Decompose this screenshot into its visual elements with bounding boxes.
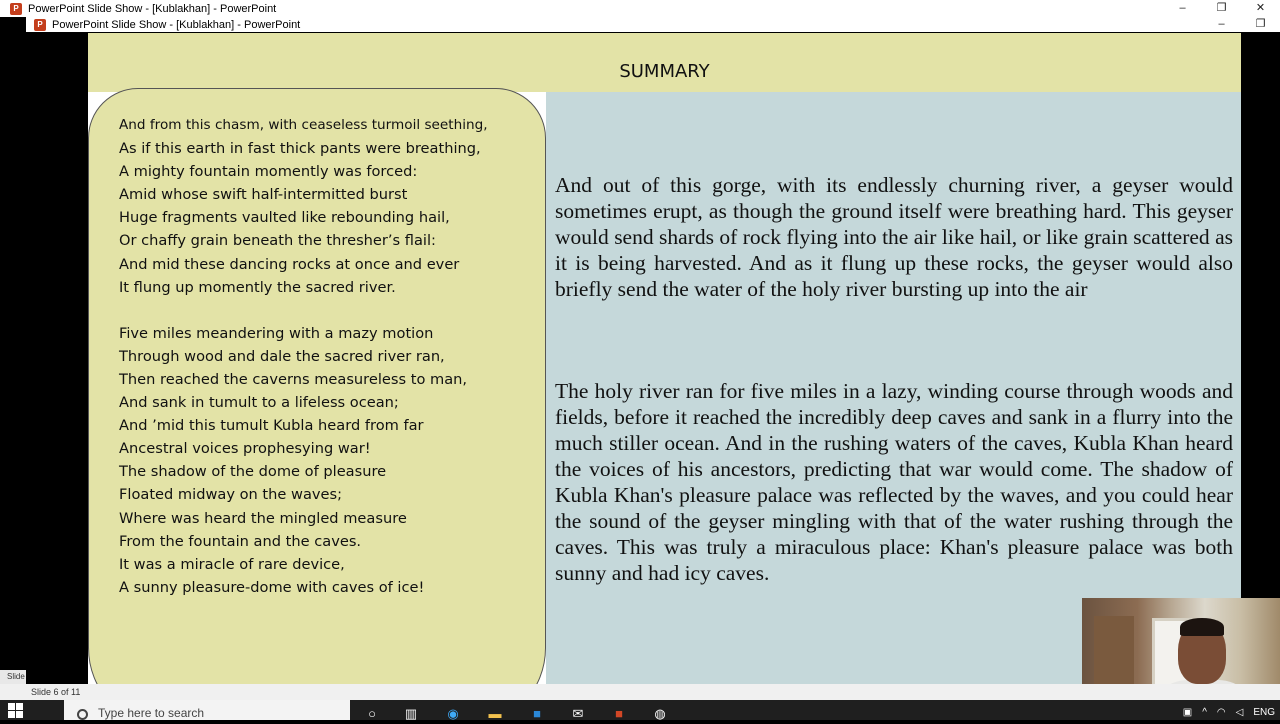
minimize-button[interactable]: – (1179, 2, 1186, 14)
poem-line: Floated midway on the waves; (119, 486, 343, 504)
inner-window-title: PowerPoint Slide Show - [Kublakhan] - PowerPoint (52, 18, 301, 31)
poem-line: Then reached the caverns measureless to man, (119, 370, 468, 388)
powerpoint-icon[interactable]: ■ (615, 706, 623, 721)
search-icon (77, 709, 88, 720)
powerpoint-app-icon: P (10, 3, 22, 15)
poem-text (119, 114, 539, 599)
taskbar-search-box[interactable] (64, 700, 350, 720)
maximize-button[interactable]: ❐ (1216, 2, 1227, 14)
taskbar (0, 700, 1280, 720)
poem-line: A sunny pleasure-dome with caves of ice! (119, 578, 425, 596)
system-tray (1178, 700, 1280, 720)
poem-line: Amid whose swift half-intermitted burst (119, 186, 408, 204)
mail-icon[interactable]: ✉ (572, 706, 584, 721)
status-bar (0, 684, 1280, 700)
store-icon[interactable]: ■ (533, 706, 541, 721)
powerpoint-app-icon: P (34, 19, 46, 31)
cortana-icon[interactable]: ○ (368, 706, 376, 721)
volume-icon[interactable]: ◁ (1235, 707, 1244, 718)
task-view-icon[interactable]: ▥ (404, 706, 418, 721)
poem-line: Where was heard the mingled measure (119, 509, 407, 527)
summary-paragraph-1: And out of this gorge, with its endlessly churning river, a geyser would sometimes erupt, as though the ground itself were breathing hard. This geyser would send shards of rock flying into the air like hail, or like grain scattered as it is being harvested. And as it flung up these rocks, the geyser would also briefly send the water of the holy river bursting up into the air (555, 173, 1233, 301)
poem-line: Huge fragments vaulted like rebounding hail, (119, 209, 450, 227)
inner-window-titlebar (26, 17, 1280, 32)
summary-paragraph-2: The holy river ran for five miles in a lazy, winding course through woods and fields, before it reached the incredibly deep caves and sank in a flurry into the much stiller ocean. And in the rushing waters of the caves, Kubla Khan heard the voices of his ancestors, predicting that war would come. The shadow of Kubla Khan's pleasure palace was reflected by the waves, and you could hear the sound of the geyser mingling with that of the water rushing through the caves. This was truly a miraculous place: Khan's pleasure palace was both sunny and had icy caves. (555, 379, 1233, 585)
windows-start-icon[interactable] (8, 703, 24, 719)
tray-language[interactable]: ENG (1253, 707, 1275, 718)
poem-line: As if this earth in fast thick pants were breathing, (119, 140, 481, 158)
poem-line: It flung up momently the sacred river. (119, 278, 396, 296)
poem-line: The shadow of the dome of pleasure (119, 463, 387, 481)
slide-title: SUMMARY (619, 61, 710, 82)
poem-line: Five miles meandering with a mazy motion (119, 324, 434, 342)
file-explorer-icon[interactable]: ▬ (488, 706, 502, 721)
poem-line: A mighty fountain momently was forced: (119, 163, 418, 181)
taskbar-search-placeholder: Type here to search (98, 706, 205, 720)
inner-minimize-button[interactable]: – (1218, 18, 1225, 30)
window-title: PowerPoint Slide Show - [Kublakhan] - PowerPoint (28, 2, 277, 15)
poem-line: And mid these dancing rocks at once and ever (119, 255, 460, 273)
poem-line: And from this chasm, with ceaseless turmoil seething, (119, 117, 488, 133)
inner-window-controls (1202, 17, 1280, 32)
slide-tab[interactable]: Slide (0, 670, 26, 684)
poem-line: And ’mid this tumult Kubla heard from far (119, 417, 424, 435)
poem-stanza-gap (119, 299, 539, 322)
tray-app-icon[interactable]: ▣ (1182, 707, 1193, 718)
slide-canvas[interactable] (88, 33, 1241, 684)
network-icon[interactable]: ◠ (1216, 707, 1226, 718)
inner-restore-button[interactable]: ❐ (1255, 18, 1266, 30)
poem-line: And sank in tumult to a lifeless ocean; (119, 394, 399, 412)
poem-line: It was a miracle of rare device, (119, 555, 345, 573)
poem-line: Ancestral voices prophesying war! (119, 440, 371, 458)
poem-line: From the fountain and the caves. (119, 532, 362, 550)
edge-icon[interactable]: ◉ (447, 706, 459, 721)
webcam-presenter-hair (1180, 618, 1224, 636)
obs-icon[interactable]: ◍ (654, 706, 666, 721)
slide-counter: Slide 6 of 11 (31, 687, 81, 697)
poem-line: Or chaffy grain beneath the thresher’s flail: (119, 232, 436, 250)
window-controls (1163, 0, 1280, 17)
window-titlebar (0, 0, 1280, 17)
tray-overflow-icon[interactable]: ^ (1202, 707, 1207, 718)
close-button[interactable]: ✕ (1255, 2, 1266, 14)
poem-line: Through wood and dale the sacred river ran, (119, 347, 445, 365)
